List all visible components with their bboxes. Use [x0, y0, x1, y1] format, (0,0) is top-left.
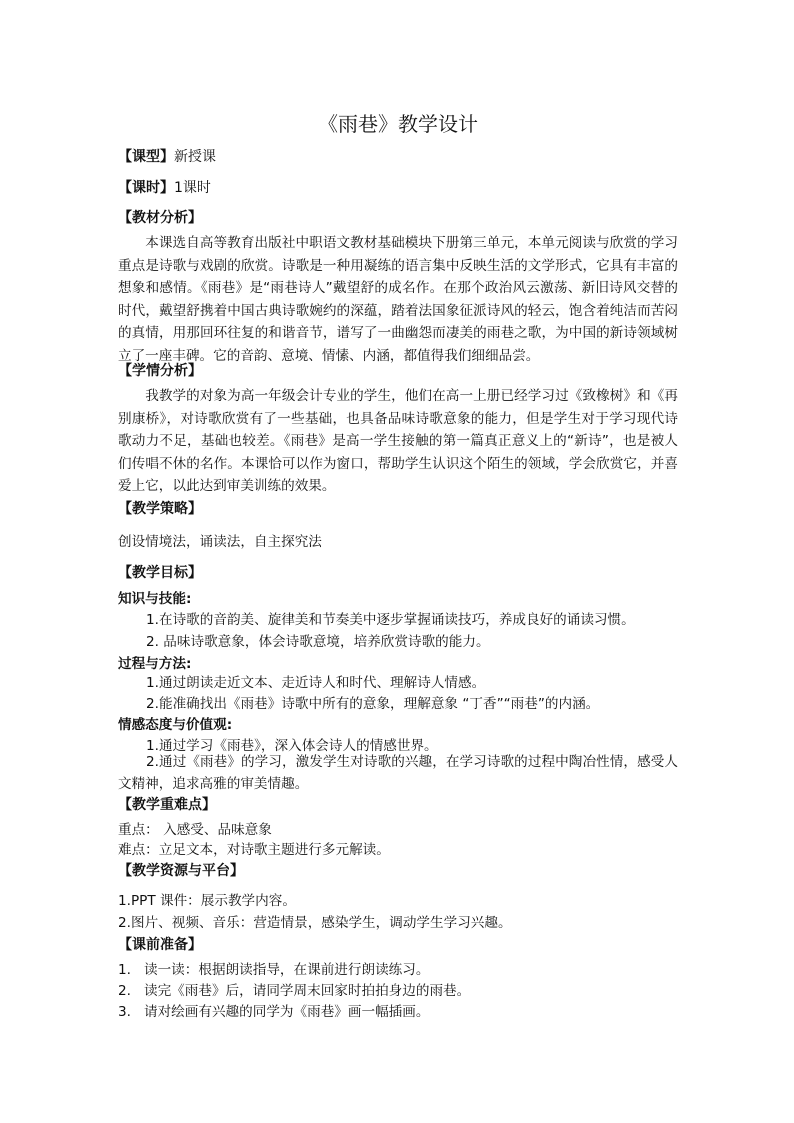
lesson-type-label: 【课型】 — [118, 149, 174, 165]
process-item-1: 1.通过朗读走近文本、走近诗人和时代、理解诗人情感。 — [146, 675, 486, 691]
strategy-text: 创设情境法，诵读法，自主探究法 — [118, 534, 322, 550]
key-point-difficulty: 难点：立足文本，对诗歌主题进行多元解读。 — [118, 842, 390, 858]
knowledge-item-1: 1.在诗歌的音韵美、旋律美和节奏美中逐步掌握诵读技巧，养成良好的诵读习惯。 — [146, 612, 635, 628]
emotion-item-1: 1.通过学习《雨巷》，深入体会诗人的情感世界。 — [146, 738, 438, 754]
lesson-hours-label: 【课时】 — [118, 180, 174, 196]
preparation-heading: 【课前准备】 — [118, 937, 202, 953]
document-title: 《雨巷》教学设计 — [318, 112, 478, 136]
key-points-heading: 【教学重难点】 — [118, 797, 216, 813]
emotion-subheading: 情感态度与价值观: — [118, 717, 233, 733]
key-point-focus: 重点： 入感受、品味意象 — [118, 822, 272, 838]
list-item: 2. 读完《雨巷》后，请同学周末回家时拍拍身边的雨巷。 — [118, 983, 471, 999]
resources-heading: 【教学资源与平台】 — [118, 863, 244, 879]
goals-heading: 【教学目标】 — [118, 565, 202, 581]
students-heading: 【学情分析】 — [118, 363, 202, 379]
resource-item-2: 2.图片、视频、音乐：营造情景，感染学生，调动学生学习兴趣。 — [118, 915, 512, 931]
knowledge-item-2: 2. 品味诗歌意象，体会诗歌意境，培养欣赏诗歌的能力。 — [146, 634, 490, 650]
material-heading: 【教材分析】 — [118, 210, 202, 226]
lesson-type-row — [118, 146, 216, 166]
emotion-item-2: 2.通过《雨巷》的学习，激发学生对诗歌的兴趣，在学习诗歌的过程中陶冶性情，感受人文精神，追求高雅的审美情趣。 — [118, 754, 678, 792]
process-subheading: 过程与方法: — [118, 656, 192, 672]
students-paragraph: 我教学的对象为高一年级会计专业的学生，他们在高一上册已经学习过《致橡树》和《再别康桥》，对诗歌欣赏有了一些基础，也具备品味诗歌意象的能力，但是学生对于学习现代诗歌动力不足，基础也较差。《雨巷》是高一学生接触的第一篇真正意义上的“新诗”，也是被人们传唱不休的名作。本课恰可以作为窗口，帮助学生认识这个陌生的领域，学会欣赏它，并喜爱上它，以此达到审美训练的效果。 — [118, 388, 678, 494]
lesson-hours-value: 1课时 — [174, 180, 211, 196]
process-item-2: 2.能准确找出《雨巷》诗歌中所有的意象，理解意象 “丁香”“雨巷”的内涵。 — [146, 696, 600, 712]
preparation-list — [118, 960, 470, 1023]
list-item: 1. 读一读：根据朗读指导，在课前进行朗读练习。 — [118, 962, 430, 978]
lesson-type-value: 新授课 — [174, 149, 216, 165]
list-item: 3. 请对绘画有兴趣的同学为《雨巷》画一幅插画。 — [118, 1004, 430, 1020]
lesson-hours-row — [118, 177, 211, 197]
knowledge-subheading: 知识与技能: — [118, 591, 192, 607]
resource-item-1: 1.PPT 课件：展示教学内容。 — [118, 893, 296, 909]
material-paragraph: 本课选自高等教育出版社中职语文教材基础模块下册第三单元，本单元阅读与欣赏的学习重点是诗歌与戏剧的欣赏。诗歌是一种用凝练的语言集中反映生活的文学形式，它具有丰富的想象和感情。《雨巷》是“雨巷诗人”戴望舒的成名作。在那个政治风云激荡、新旧诗风交替的时代，戴望舒携着中国古典诗歌婉约的深蕴，踏着法国象征派诗风的轻云，饱含着纯洁而苦闷的真情，用那回环往复的和谐音节，谱写了一曲幽怨而凄美的雨巷之歌，为中国的新诗领域树立了一座丰碑。它的音韵、意境、情愫、内涵，都值得我们细细品尝。 — [118, 235, 678, 364]
strategy-heading: 【教学策略】 — [118, 501, 202, 517]
